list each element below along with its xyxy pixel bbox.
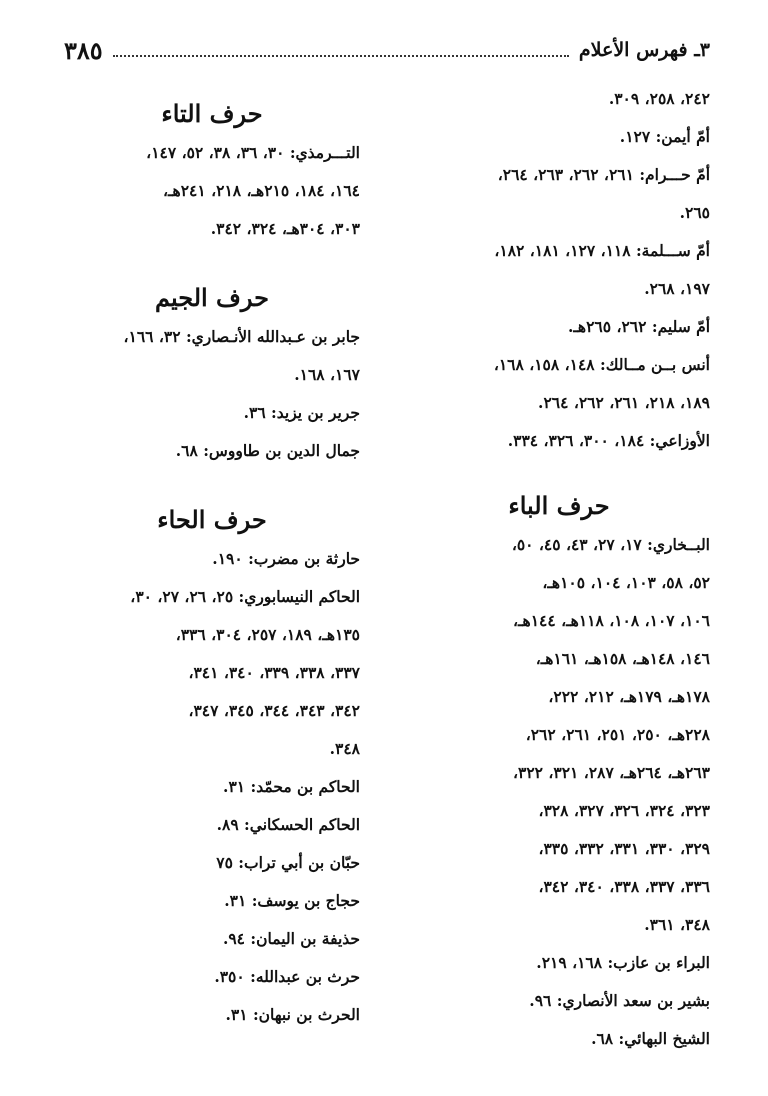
dotted-leader xyxy=(113,55,569,57)
index-entry: أمّ سليم: ٢٦٢، ٢٦٥هـ. xyxy=(567,317,710,336)
section-heading-jeem: حرف الجيم xyxy=(155,283,269,312)
index-entry: أنس بــن مــالك: ١٤٨، ١٥٨، ١٦٨، xyxy=(493,355,710,374)
index-entry: جمال الدين بن طاووس: ٦٨. xyxy=(175,441,360,460)
index-entry: أمّ ســـلمة: ١١٨، ١٢٧، ١٨١، ١٨٢، xyxy=(494,241,710,260)
index-entry: ١٠٦، ١٠٧، ١٠٨، ١١٨هـ، ١٤٤هـ، xyxy=(513,611,710,630)
index-entry: الحاكم بن محمّد: ٣١. xyxy=(223,777,360,796)
index-entry: الحاكم الحسكاني: ٨٩. xyxy=(216,815,360,834)
index-entry: ١٤٦، ١٤٨هـ، ١٥٨هـ، ١٦١هـ، xyxy=(535,649,710,668)
index-entry: ٢٤٢، ٢٥٨، ٣٠٩. xyxy=(608,89,710,108)
index-entry: ٣٤٨، ٣٦١. xyxy=(644,915,710,934)
index-entry: حذيفة بن اليمان: ٩٤. xyxy=(222,929,360,948)
index-entry: الحاكم النيسابوري: ٢٥، ٢٦، ٢٧، ٣٠، xyxy=(130,587,360,606)
section-heading-taa: حرف التاء xyxy=(161,99,263,128)
index-entry: ٣٠٣، ٣٠٤هـ، ٣٢٤، ٣٤٢. xyxy=(210,219,360,238)
index-entry: ٣٢٩، ٣٣٠، ٣٣١، ٣٣٢، ٣٣٥، xyxy=(538,839,710,858)
section-heading-haa: حرف الحاء xyxy=(157,505,267,534)
index-entry: ١٦٧، ١٦٨. xyxy=(294,365,360,384)
index-entry: ١٨٩، ٢١٨، ٢٦١، ٢٦٢، ٢٦٤. xyxy=(538,393,710,412)
left-column xyxy=(64,80,360,1034)
index-entry: ٣٤٢، ٣٤٣، ٣٤٤، ٣٤٥، ٣٤٧، xyxy=(188,701,360,720)
index-entry: البراء بن عازب: ١٦٨، ٢١٩. xyxy=(536,953,710,972)
index-entry: ٢٦٣هـ، ٢٦٤هـ، ٢٨٧، ٣٢١، ٣٢٢، xyxy=(513,763,710,782)
index-entry: ٣٤٨. xyxy=(329,739,360,758)
index-entry: جابر بن عـبدالله الأنـصاري: ٣٢، ١٦٦، xyxy=(123,327,360,346)
index-entry: أمّ حـــرام: ٢٦١، ٢٦٢، ٢٦٣، ٢٦٤، xyxy=(497,165,710,184)
index-entry: ١٦٤، ١٨٤، ٢١٥هـ، ٢١٨، ٢٤١هـ، xyxy=(163,181,360,200)
index-entry: ١٣٥هـ، ١٨٩، ٢٥٧، ٣٠٤، ٣٣٦، xyxy=(175,625,360,644)
page-number: ٣٨٥ xyxy=(64,35,103,65)
index-entry: ٢٦٥. xyxy=(679,203,710,222)
index-entry: ٣٢٣، ٣٢٤، ٣٢٦، ٣٢٧، ٣٢٨، xyxy=(538,801,710,820)
index-entry: ٥٢، ٥٨، ١٠٣، ١٠٤، ١٠٥هـ، xyxy=(542,573,710,592)
index-entry: جرير بن يزيد: ٣٦. xyxy=(243,403,360,422)
index-entry: ١٩٧، ٢٦٨. xyxy=(644,279,710,298)
index-entry: ٢٢٨هـ، ٢٥٠، ٢٥١، ٢٦١، ٢٦٢، xyxy=(525,725,710,744)
index-entry: البــخاري: ١٧، ٢٧، ٤٣، ٤٥، ٥٠، xyxy=(511,535,710,554)
index-entry: بشير بن سعد الأنصاري: ٩٦. xyxy=(529,991,710,1010)
section-heading-baa: حرف الباء xyxy=(508,491,610,520)
index-entry: ١٧٨هـ، ١٧٩هـ، ٢١٢، ٢٢٢، xyxy=(548,687,710,706)
index-entry: الأوزاعي: ١٨٤، ٣٠٠، ٣٢٦، ٣٣٤. xyxy=(507,431,710,450)
header-section-title: ٣ـ فهرس الأعلام xyxy=(578,39,710,61)
running-header xyxy=(64,30,710,70)
right-column xyxy=(408,80,710,1058)
index-entry: حرث بن عبدالله: ٣٥٠. xyxy=(214,967,360,986)
index-entry: حبّان بن أبي تراب: ٧٥ xyxy=(216,853,360,872)
index-entry: الحرث بن نبهان: ٣١. xyxy=(225,1005,360,1024)
index-entry: الشيخ البهائي: ٦٨. xyxy=(591,1029,710,1048)
index-entry: ٣٣٧، ٣٣٨، ٣٣٩، ٣٤٠، ٣٤١، xyxy=(188,663,360,682)
index-entry: حجاج بن يوسف: ٣١. xyxy=(224,891,360,910)
index-entry: التـــرمذي: ٣٠، ٣٦، ٣٨، ٥٢، ١٤٧، xyxy=(146,143,360,162)
index-entry: ٣٣٦، ٣٣٧، ٣٣٨، ٣٤٠، ٣٤٢، xyxy=(538,877,710,896)
index-entry: أمّ أيمن: ١٢٧. xyxy=(619,127,710,146)
index-entry: حارثة بن مضرب: ١٩٠. xyxy=(212,549,360,568)
